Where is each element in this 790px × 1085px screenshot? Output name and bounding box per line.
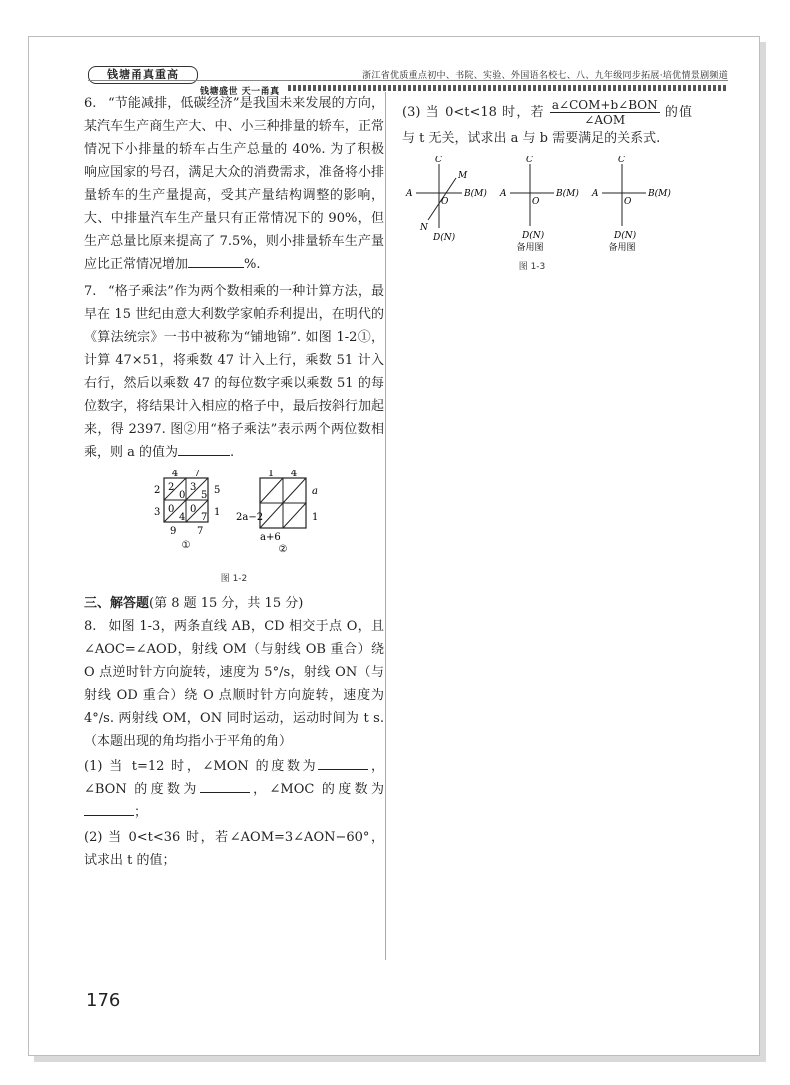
page-header xyxy=(88,58,728,97)
left-column xyxy=(84,92,384,872)
question-8-part-3 xyxy=(402,98,692,150)
question-8-part-1-b: ，∠BON 的度数为 xyxy=(84,759,384,797)
g1-label: ① xyxy=(181,540,191,551)
question-6 xyxy=(84,92,384,276)
header-logo: 钱塘甬真重高 xyxy=(88,66,198,84)
g2-right-1: a xyxy=(312,486,318,497)
question-6-tail: %. xyxy=(244,257,261,272)
fig-s2-o: O xyxy=(624,197,632,207)
g1-top-1: 4 xyxy=(171,470,179,479)
fig-main-n: N xyxy=(420,223,428,233)
question-8-part-3-a: (3) 当 0<t<18 时，若 xyxy=(402,105,545,120)
question-7 xyxy=(84,280,384,464)
g1-left-1: 2 xyxy=(154,485,161,496)
question-6-answer-blank[interactable] xyxy=(188,253,244,268)
angle-figure-main xyxy=(405,156,487,243)
g2-label: ② xyxy=(278,544,288,555)
fig-main-o: O xyxy=(441,197,449,207)
fig-s2-c: C xyxy=(618,156,625,165)
figure-1-2 xyxy=(84,470,384,588)
question-8-part-1-c: ，∠MOC 的度数为 xyxy=(249,782,384,797)
header-series-title: 浙江省优质重点初中、书院、实验、外国语名校七、八、九年级同步拓展·培优情景剧频道 xyxy=(362,71,728,81)
question-7-tail: . xyxy=(230,445,235,460)
fig-s2-b: B(M) xyxy=(648,189,671,199)
g1-cell-1: 2 xyxy=(168,482,175,493)
g1-bottom-2: 7 xyxy=(197,526,204,537)
lattice-grid-1 xyxy=(154,470,220,551)
angle-figure-spare-2 xyxy=(591,156,671,252)
fig-s1-d: D(N) xyxy=(522,231,545,241)
g1-top-2: 7 xyxy=(193,470,201,479)
g1-right-1: 5 xyxy=(214,485,221,496)
header-slogan: 钱塘盛世 天一甬真 xyxy=(200,87,280,97)
g1-cell-7: 0 xyxy=(190,504,197,515)
fig-main-b: B(M) xyxy=(464,189,487,199)
ratio-fraction xyxy=(550,98,660,127)
question-6-number: 6. xyxy=(84,96,97,111)
fig-main-d: D(N) xyxy=(433,233,456,243)
fig-main-a: A xyxy=(406,189,413,199)
g1-cell-6: 4 xyxy=(179,512,186,523)
g1-cell-8: 7 xyxy=(201,512,208,523)
figure-1-2-caption: 图 1-2 xyxy=(220,574,248,584)
figure-1-3-caption: 图 1-3 xyxy=(518,262,546,272)
question-6-text: “节能减排，低碳经济”是我国未来发展的方向，某汽车生产商生产大、中、小三种排量的轿车，正常情况下小排量的轿车占生产总量的 40%. 为了积极响应国家的号召，满足大众的消费需求，准备将小排量轿车的生产量提高，受其产量结构调整的影响，大、中排量汽车生产量只有正常情况下的 90%，但生产总量比原来提高了 7.5%，则小排量轿车生产量应比正常情况增加 xyxy=(84,96,384,272)
g2-bottom: a+6 xyxy=(260,532,281,543)
g1-cell-2: 0 xyxy=(179,490,186,501)
fig-s1-caption: 备用图 xyxy=(516,243,544,252)
fig-s2-d: D(N) xyxy=(614,231,637,241)
question-7-number: 7. xyxy=(84,284,97,299)
g2-top-2: 4 xyxy=(290,470,298,479)
g1-cell-3: 3 xyxy=(190,482,197,493)
right-column xyxy=(402,98,692,276)
fig-s1-a: A xyxy=(500,189,507,199)
question-8-part-1-d: ； xyxy=(134,805,148,820)
fig-main-m: M xyxy=(458,171,468,181)
g1-right-2: 1 xyxy=(214,507,221,518)
fig-s1-b: B(M) xyxy=(556,189,579,199)
g1-cell-4: 5 xyxy=(201,490,208,501)
header-hatch xyxy=(288,85,728,91)
g1-bottom-1: 9 xyxy=(170,526,177,537)
fig-s2-caption: 备用图 xyxy=(608,243,636,252)
lattice-grid-2 xyxy=(236,470,318,555)
question-8-part-1-a: (1) 当 t=12 时，∠MON 的度数为 xyxy=(84,759,319,774)
fig-s2-a: A xyxy=(592,189,599,199)
mon-angle-blank[interactable] xyxy=(318,755,368,770)
page-number: 176 xyxy=(86,990,121,1011)
question-7-text: “格子乘法”作为两个数相乘的一种计算方法，最早在 15 世纪由意大利数学家帕乔利提出，在明代的《算法统宗》一书中被称为“铺地锦”. 如图 1-2①，计算 47×51，将乘数 47 计入上行，乘数 51 计入右行，然后以乘数 47 的每位数字乘以乘数 51 的每位数字，将结果计入相应的格子中，最后按斜行加起来，得 2397. 图②用“格子乘法”表示两个两位数相乘，则 a 的值为 xyxy=(84,284,384,460)
column-divider xyxy=(385,92,386,960)
fig-s1-c: C xyxy=(526,156,533,165)
question-8-text: 如图 1-3，两条直线 AB，CD 相交于点 O，且∠AOC=∠AOD，射线 OM（与射线 OB 重合）绕 O 点逆时针方向旋转，速度为 5°/s，射线 ON（与射线 OD 重合）绕 O 点顺时针方向旋转，速度为 4°/s. 两射线 OM，ON 同时运动，运动时间为 t s.（本题出现的角均指小于平角的角） xyxy=(84,619,384,749)
section-3-heading xyxy=(84,592,384,615)
figure-1-3 xyxy=(402,156,692,276)
bon-angle-blank[interactable] xyxy=(200,778,250,793)
ratio-numerator: a∠COM+b∠BON xyxy=(551,98,658,112)
figure-1-3-drawing xyxy=(402,156,692,252)
section-3-subtitle: (第 8 题 15 分，共 15 分) xyxy=(149,596,304,611)
figure-1-2-drawing xyxy=(84,470,384,568)
question-7-answer-blank[interactable] xyxy=(178,441,230,456)
question-8 xyxy=(84,615,384,872)
section-3-title: 三、解答题 xyxy=(84,596,150,611)
question-8-part-3-b: 的值与 t 无关，试求出 a 与 b 需要满足的关系式. xyxy=(402,105,692,146)
g2-left: 2a−2 xyxy=(236,512,264,523)
g1-left-2: 3 xyxy=(154,507,161,518)
question-8-number: 8. xyxy=(84,619,97,634)
question-8-part-2: (2) 当 0<t<36 时，若∠AOM=3∠AON−60°，试求出 t 的值； xyxy=(84,830,384,868)
moc-angle-blank[interactable] xyxy=(84,801,134,816)
g1-cell-5: 0 xyxy=(168,504,175,515)
ratio-denominator: ∠AOM xyxy=(584,113,626,127)
g2-top-1: 1 xyxy=(267,470,275,479)
fig-s1-o: O xyxy=(532,197,540,207)
fig-main-c: C xyxy=(435,156,442,165)
angle-figure-spare-1 xyxy=(499,156,579,252)
g2-right-2: 1 xyxy=(312,512,319,523)
